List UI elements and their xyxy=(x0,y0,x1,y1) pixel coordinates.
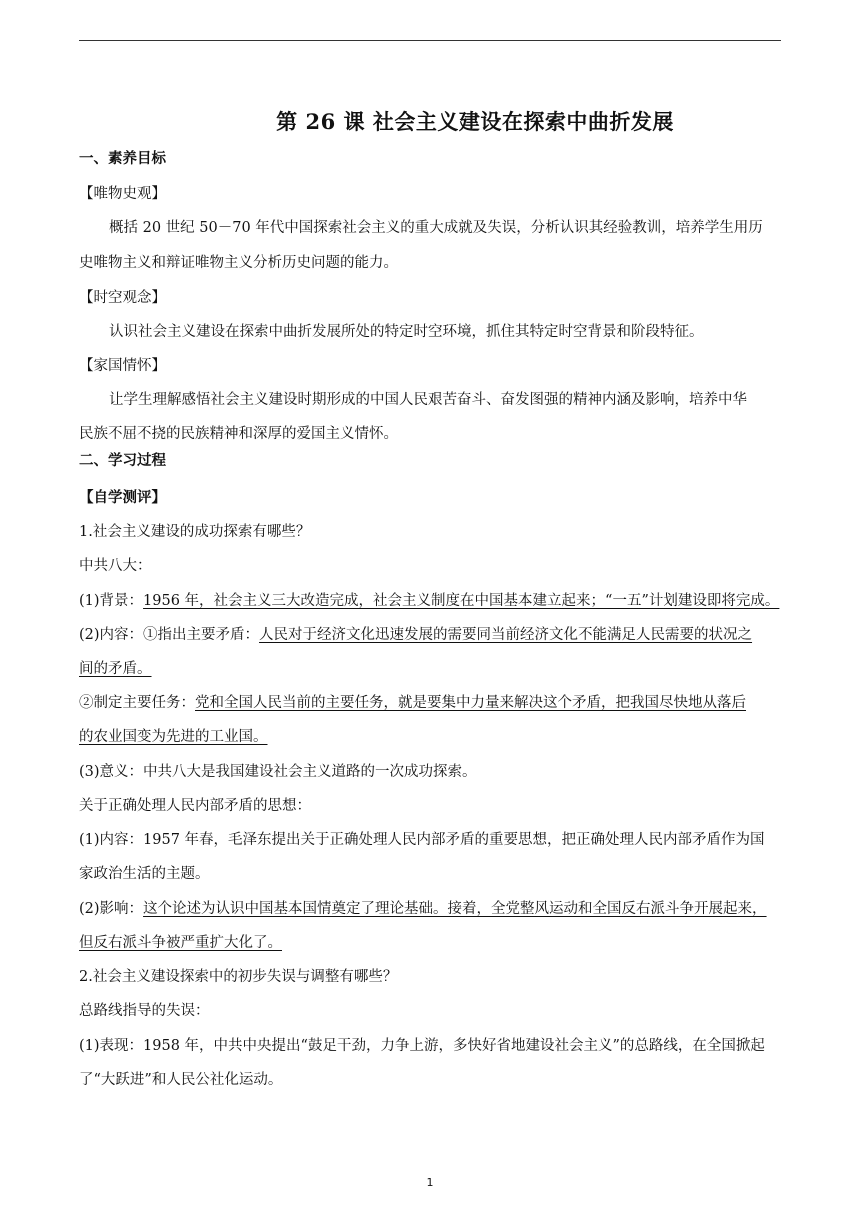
manifestation-1: (1)表现：1958 年，中共中央提出“鼓足干劲，力争上游，多快好省地建设社会主义”的总路线，在全国掀起 xyxy=(79,1038,765,1054)
general-line-heading: 总路线指导的失误： xyxy=(79,1003,210,1019)
paragraph-patriotism-1: 让学生理解感悟社会主义建设时期形成的中国人民艰苦奋斗、奋发图强的精神内涵及影响，培养中华 xyxy=(109,392,747,408)
task-answer-1: 党和全国人民当前的主要任务，就是要集中力量来解决这个矛盾，把我国尽快地从落后 xyxy=(195,695,746,711)
influence-label: (2)影响： xyxy=(79,901,144,917)
subheading-spacetime: 【时空观念】 xyxy=(79,290,166,306)
section-heading-goals: 一、素养目标 xyxy=(79,151,166,167)
content-label: (2)内容：①指出主要矛盾： xyxy=(79,627,260,643)
background-label: (1)背景： xyxy=(79,593,144,609)
task-label: ②制定主要任务： xyxy=(79,695,195,711)
paragraph-materialism-1: 概括 20 世纪 50－70 年代中国探索社会主义的重大成就及失误，分析认识其经验教训，培养学生用历 xyxy=(109,220,763,236)
subheading-materialism: 【唯物史观】 xyxy=(79,186,166,202)
background-answer: 1956 年，社会主义三大改造完成，社会主义制度在中国基本建立起来；“一五”计划建设即将完成。 xyxy=(143,593,780,609)
influence-line-2 xyxy=(79,934,781,952)
question-2: 2.社会主义建设探索中的初步失误与调整有哪些？ xyxy=(79,969,398,985)
task-line-2 xyxy=(79,728,781,746)
eighth-congress-label: 中共八大： xyxy=(79,558,152,574)
paragraph-materialism-2: 史唯物主义和辩证唯物主义分析历史问题的能力。 xyxy=(79,255,398,271)
influence-answer-2: 但反右派斗争被严重扩大化了。 xyxy=(79,935,282,951)
significance-line: (3)意义：中共八大是我国建设社会主义道路的一次成功探索。 xyxy=(79,764,477,780)
page-number: 1 xyxy=(426,1176,434,1189)
subheading-patriotism: 【家国情怀】 xyxy=(79,358,166,374)
background-line xyxy=(79,592,781,610)
manifestation-2: 了“大跃进”和人民公社化运动。 xyxy=(79,1072,283,1088)
content-line-2 xyxy=(79,660,781,678)
contradiction-heading: 关于正确处理人民内部矛盾的思想： xyxy=(79,798,311,814)
paragraph-patriotism-2: 民族不屈不挠的民族精神和深厚的爱国主义情怀。 xyxy=(79,426,398,442)
question-1: 1.社会主义建设的成功探索有哪些？ xyxy=(79,524,311,540)
header-rule xyxy=(79,40,781,41)
task-line-1 xyxy=(79,694,781,712)
content-answer-1: 人民对于经济文化迅速发展的需要同当前经济文化不能满足人民需要的状况之 xyxy=(259,627,753,643)
influence-answer-1: 这个论述为认识中国基本国情奠定了理论基础。接着，全党整风运动和全国反右派斗争开展起来， xyxy=(143,901,767,917)
task-answer-2: 的农业国变为先进的工业国。 xyxy=(79,729,268,745)
subheading-self-test: 【自学测评】 xyxy=(79,490,166,506)
paragraph-spacetime: 认识社会主义建设在探索中曲折发展所处的特定时空环境，抓住其特定时空背景和阶段特征。 xyxy=(109,324,704,340)
page-title: 第 26 课 社会主义建设在探索中曲折发展 xyxy=(276,109,674,134)
influence-line-1 xyxy=(79,900,781,918)
contradiction-content-1: (1)内容：1957 年春，毛泽东提出关于正确处理人民内部矛盾的重要思想，把正确处理人民内部矛盾作为国 xyxy=(79,832,765,848)
contradiction-content-2: 家政治生活的主题。 xyxy=(79,866,210,882)
content-line-1 xyxy=(79,626,781,644)
content-answer-2: 间的矛盾。 xyxy=(79,661,152,677)
section-heading-process: 二、学习过程 xyxy=(79,453,166,469)
